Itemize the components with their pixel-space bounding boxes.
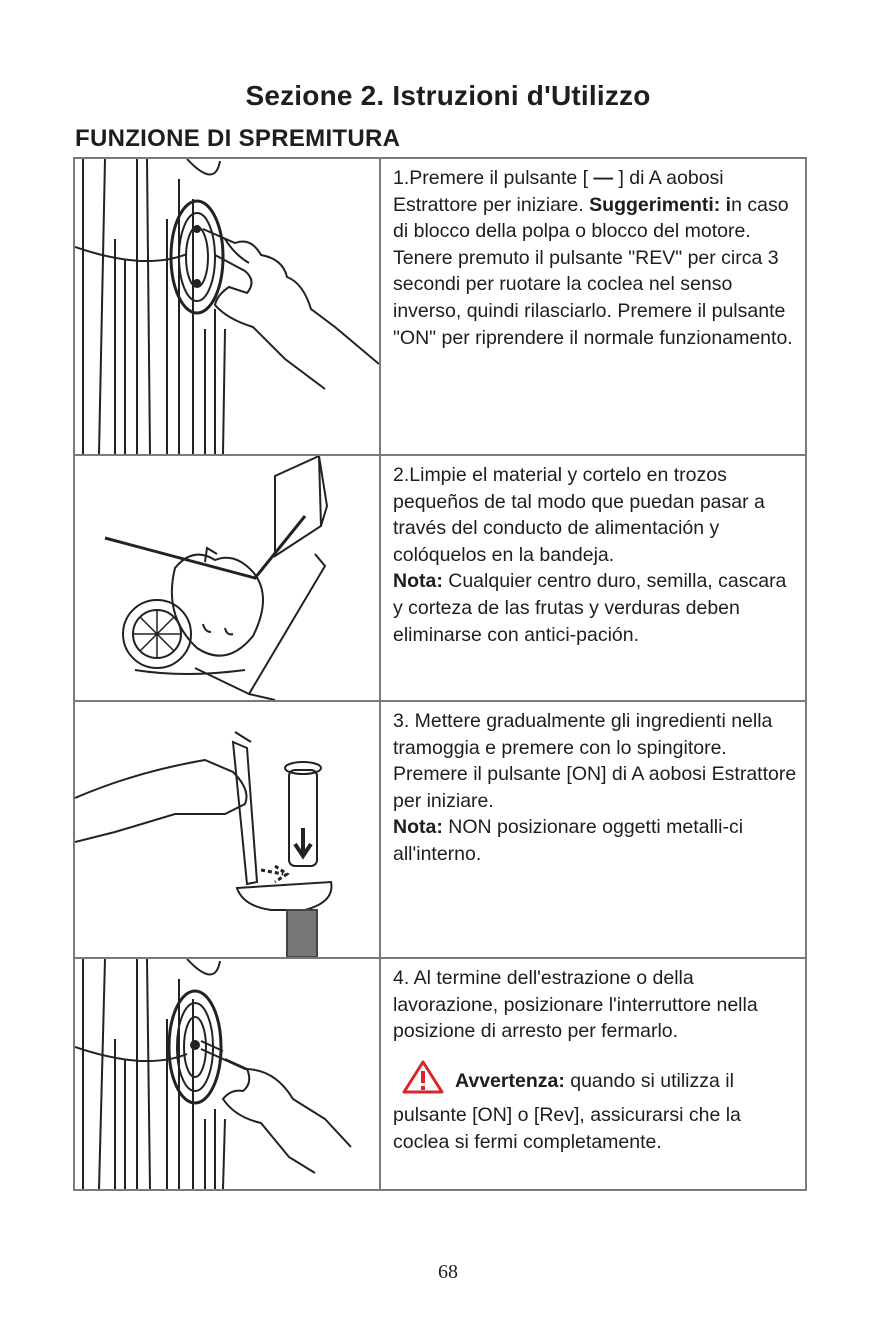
step-1-label: Suggerimenti: i [589, 193, 732, 216]
step-row-3 [75, 702, 805, 959]
step-4-warning [393, 1059, 801, 1156]
step-3-text [393, 708, 801, 868]
section-title: Sezione 2. Istruzioni d'Utilizzo [245, 80, 651, 111]
step-4-detail: quando si utilizza il pulsante [ON] o [Rev], assicurarsi che la coclea si fermi completamente. [393, 1069, 741, 1153]
step-4-text [393, 965, 801, 1156]
minus-button-symbol: — [593, 167, 614, 189]
step-1-intro-cont: ] di A aobosi Estrattore per iniziare. [393, 167, 724, 216]
step-1-detail: n caso di blocco della polpa o blocco del motore. Tenere premuto il pulsante "REV" per circa 3 secondi per ruotare la coclea nel senso inverso, quindi rilasciarlo. Premere il pulsante "ON" per riprendere il normale funzionamento. [393, 193, 793, 349]
step-row-2 [75, 456, 805, 702]
illustration-insert-ingredients [75, 702, 381, 957]
step-2-note [393, 568, 801, 648]
illustration-press-button [75, 159, 381, 454]
illustration-cut-fruit [75, 456, 381, 700]
step-3-paragraph: 3. Mettere gradualmente gli ingredienti nella tramoggia e premere con lo spingitore. Premere il pulsante [ON] di A aobosi Estrattore per iniziare. [393, 710, 797, 812]
step-2-text [393, 462, 801, 648]
step-4-label: Avvertenza: [455, 1069, 565, 1092]
step-4-paragraph: 4. Al termine dell'estrazione o della lavorazione, posizionare l'interruttore nella posizione di arresto per fermarlo. [393, 967, 758, 1043]
step-2-detail: Cualquier centro duro, semilla, cascara y corteza de las frutas y verduras deben eliminarse con antici-pación. [393, 570, 787, 646]
step-1-paragraph [393, 165, 801, 351]
step-3-note [393, 814, 801, 867]
step-3-detail: NON posizionare oggetti metalli-ci all'interno. [393, 816, 744, 865]
step-row-1 [75, 159, 805, 456]
step-2-paragraph: 2.Limpie el material y cortelo en trozos pequeños de tal modo que puedan pasar a través del conducto de alimentación y colóquelos en la bandeja. [393, 464, 765, 566]
illustration-stop-switch [75, 959, 381, 1189]
step-row-4 [75, 959, 805, 1189]
function-heading: FUNZIONE DI SPREMITURA [75, 125, 401, 152]
instructions-table [73, 157, 807, 1191]
warning-triangle-icon [401, 1059, 445, 1103]
step-2-label: Nota: [393, 570, 443, 593]
page-number: 68 [438, 1261, 458, 1283]
step-3-label: Nota: [393, 816, 443, 839]
step-1-text [393, 165, 801, 351]
step-1-intro: 1.Premere il pulsante [ [393, 167, 589, 189]
